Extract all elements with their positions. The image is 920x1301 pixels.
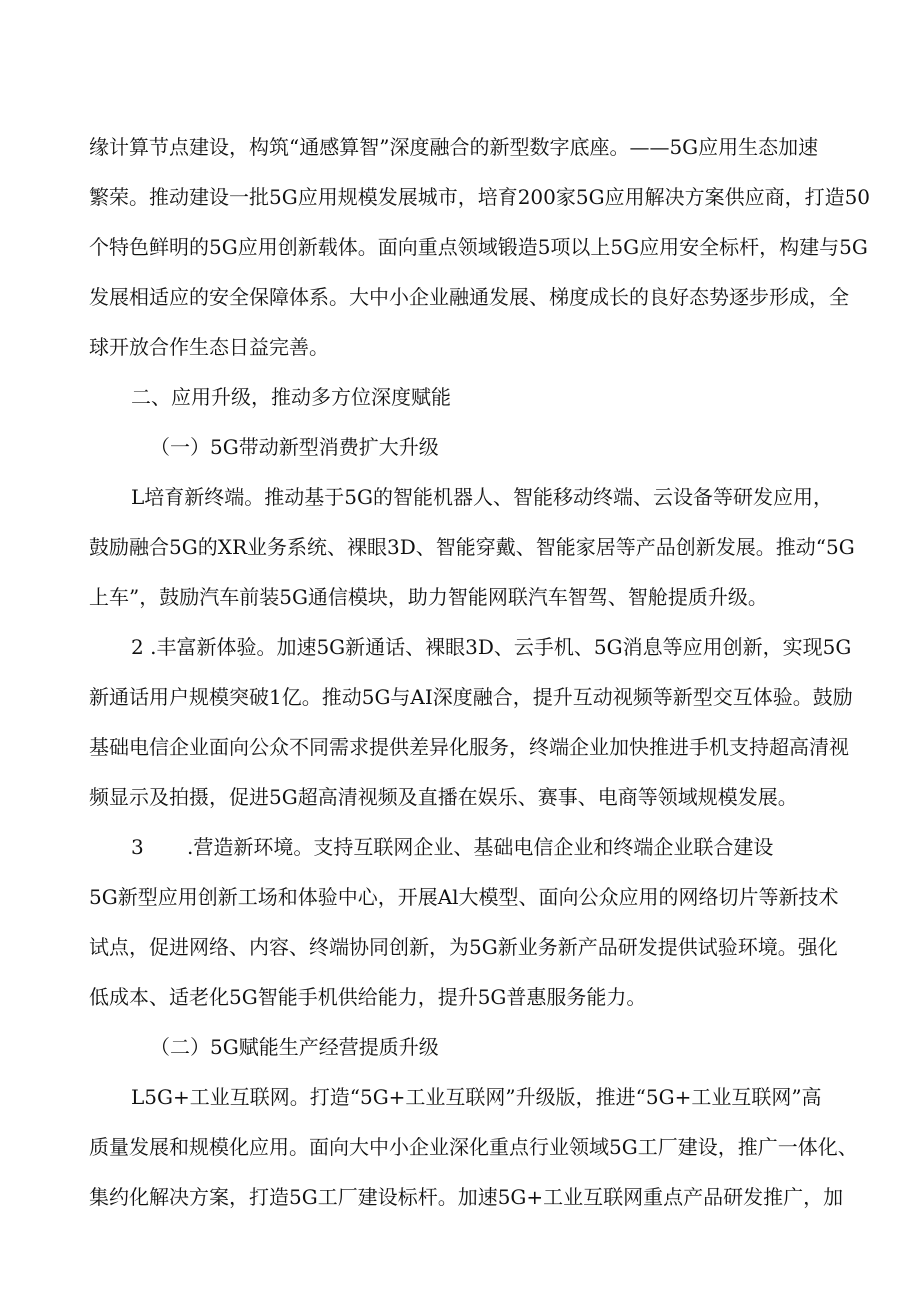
paragraph-line: 繁荣。推动建设一批5G应用规模发展城市，培育200家5G应用解决方案供应商，打造50 [89, 185, 871, 209]
subsection-heading: （一）5G带动新型消费扩大升级 [150, 435, 439, 459]
paragraph-line: .营造新环境。支持互联网企业、基础电信企业和终端企业联合建设 [187, 835, 774, 859]
paragraph-line: 试点，促进网络、内容、终端协同创新，为5G新业务新产品研发提供试验环境。强化 [89, 935, 838, 959]
paragraph-line: 5G新型应用创新工场和体验中心，开展Al大模型、面向公众应用的网络切片等新技术 [89, 885, 839, 909]
paragraph-line: 球开放合作生态日益完善。 [89, 335, 329, 359]
paragraph-line: 上车”，鼓励汽车前装5G通信模块，助力智能网联汽车智驾、智舱提质升级。 [89, 585, 768, 609]
paragraph-line: L5G+工业互联网。打造“5G+工业互联网”升级版，推进“5G+工业互联网”高 [131, 1085, 822, 1109]
paragraph-line: 质量发展和规模化应用。面向大中小企业深化重点行业领域5G工厂建设，推广一体化、 [89, 1135, 858, 1159]
paragraph-line: L培育新终端。推动基于5G的智能机器人、智能移动终端、云设备等研发应用， [131, 485, 833, 509]
section-heading: 二、应用升级，推动多方位深度赋能 [131, 385, 451, 409]
paragraph-line: 频显示及拍摄，促进5G超高清视频及直播在娱乐、赛事、电商等领域规模发展。 [89, 785, 798, 809]
paragraph-line: 2 .丰富新体验。加速5G新通话、裸眼3D、云手机、5G消息等应用创新，实现5G [131, 635, 852, 659]
subsection-heading: （二）5G赋能生产经营提质升级 [150, 1035, 439, 1059]
paragraph-line: 缘计算节点建设，构筑“通感算智”深度融合的新型数字底座。——5G应用生态加速 [89, 135, 819, 159]
paragraph-line: 基础电信企业面向公众不同需求提供差异化服务，终端企业加快推进手机支持超高清视 [89, 735, 849, 759]
paragraph-line: 低成本、适老化5G智能手机供给能力，提升5G普惠服务能力。 [89, 985, 647, 1009]
paragraph-line: 集约化解决方案，打造5G工厂建设标杆。加速5G+工业互联网重点产品研发推广，加 [89, 1185, 844, 1209]
paragraph-line: 个特色鲜明的5G应用创新载体。面向重点领域锻造5项以上5G应用安全标杆，构建与5G [89, 235, 868, 259]
paragraph-line: 新通话用户规模突破1亿。推动5G与AI深度融合，提升互动视频等新型交互体验。鼓励 [89, 685, 853, 709]
paragraph-line: 鼓励融合5G的XR业务系统、裸眼3D、智能穿戴、智能家居等产品创新发展。推动“5G [89, 535, 855, 559]
paragraph-line: 发展相适应的安全保障体系。大中小企业融通发展、梯度成长的良好态势逐步形成，全 [89, 285, 849, 309]
list-number: 3 [131, 835, 144, 859]
